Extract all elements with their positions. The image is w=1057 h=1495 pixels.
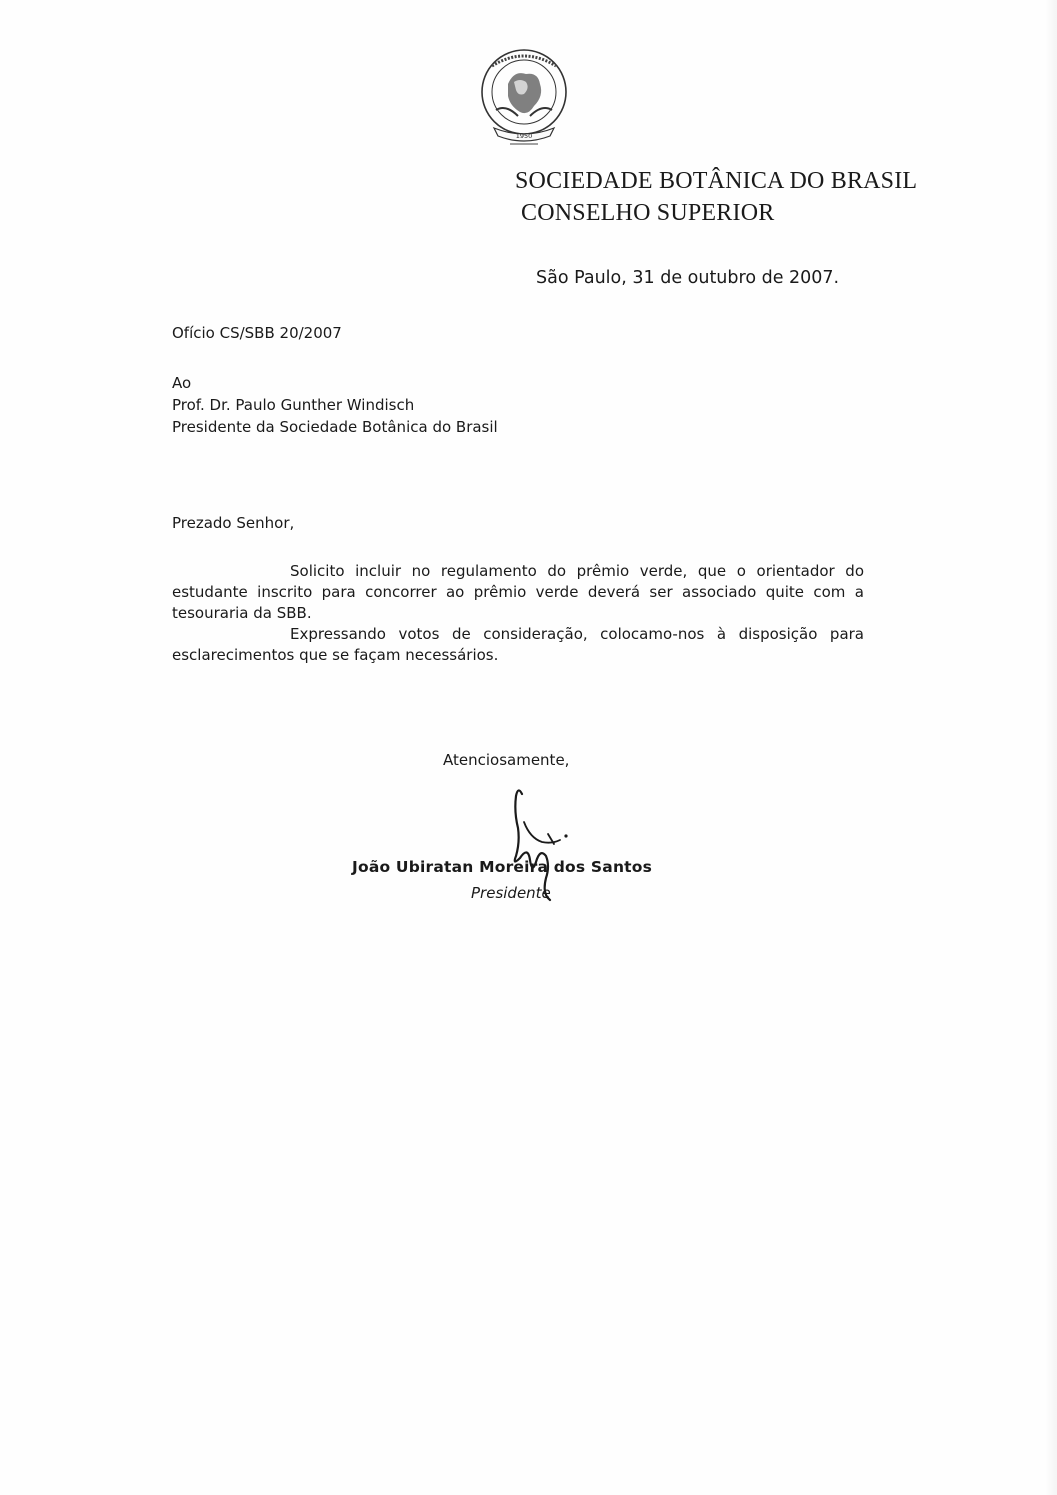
svg-text:1950: 1950: [515, 132, 533, 140]
sbb-seal-icon: [474, 44, 574, 156]
reference-number: Ofício CS/SBB 20/2007: [172, 324, 342, 342]
letter-body: [172, 561, 864, 666]
date-line: São Paulo, 31 de outubro de 2007.: [536, 268, 840, 288]
body-paragraph: Expressando votos de consideração, colocamo-nos à disposição para esclarecimentos que se façam necessários.: [172, 625, 864, 664]
closing: Atenciosamente,: [443, 751, 570, 769]
letter-page: 1950 SOCIEDADE BOTÂNICA DO BRASIL CONSELHO SUPERIOR São Paulo, 31 de outubro de 2007. Ofício CS/SBB 20/2007 Ao Prof. Dr. Paulo Gunther Windisch Presidente da Sociedade Botânica do Brasil Prezado Senhor, Solicito incluir no regulamento do prêmio verde, que o orientador do estudante inscrito para concorrer ao prêmio verde deverá ser associado quite com a tesouraria da SBB. Expressando votos de consideração, colocamo-nos à disposição para esclarecimentos que se façam necessários. Atenciosamente, João Ubiratan Moreira dos Santos Presidente: [0, 0, 1057, 1495]
greeting: Prezado Senhor,: [172, 514, 295, 532]
addressee-line: Ao: [172, 374, 192, 392]
body-paragraph: Solicito incluir no regulamento do prêmio verde, que o orientador do estudante inscrito para concorrer ao prêmio verde deverá ser associado quite com a tesouraria da SBB.: [172, 562, 864, 622]
addressee-block: [172, 372, 498, 438]
signer-title: Presidente: [471, 884, 551, 902]
scan-shadow: [1045, 0, 1057, 1495]
signer-name: João Ubiratan Moreira dos Santos: [352, 858, 653, 876]
addressee-title: Presidente da Sociedade Botânica do Brasil: [172, 418, 498, 436]
addressee-name: Prof. Dr. Paulo Gunther Windisch: [172, 396, 415, 414]
